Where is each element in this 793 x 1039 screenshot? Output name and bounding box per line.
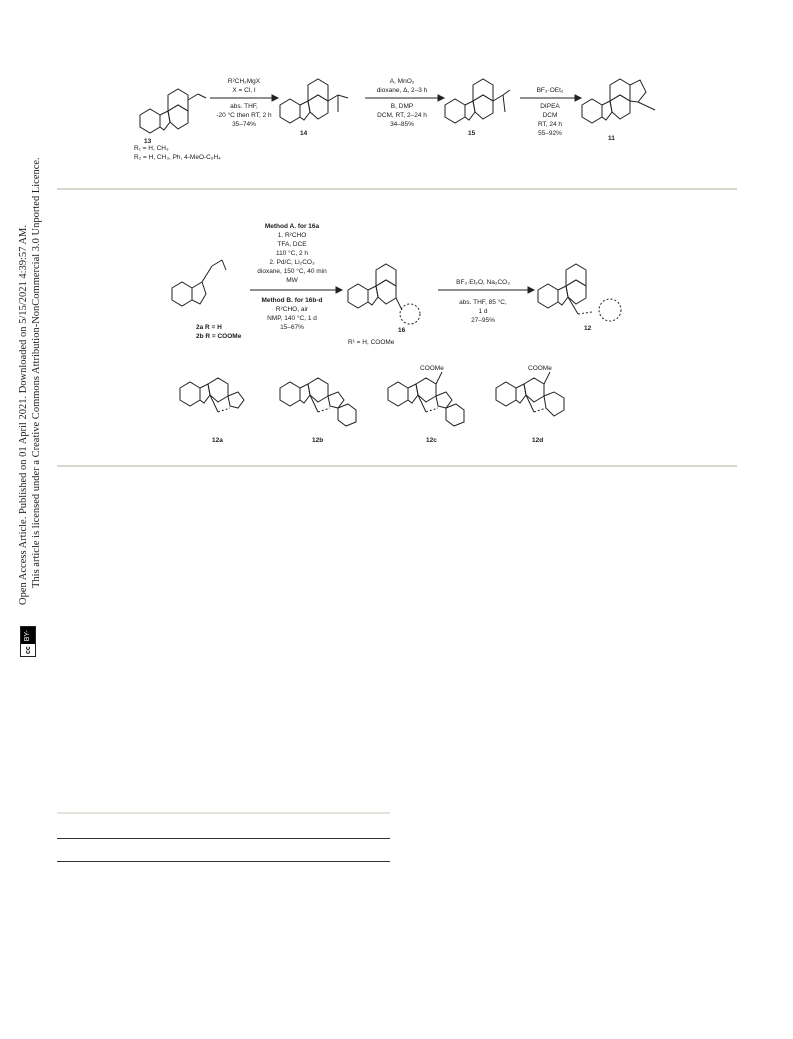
by-nc-label: BY-NC bbox=[21, 627, 35, 644]
cmpd-14: 14 bbox=[300, 130, 308, 137]
method-b-3: 15–67% bbox=[280, 324, 304, 331]
s1-a2-top2: dioxane, Δ, 2–3 h bbox=[376, 87, 428, 94]
label-2a: 2a R = H bbox=[196, 324, 222, 331]
method-b-2: NMP, 140 °C, 1 d bbox=[267, 315, 317, 322]
cmpd-11: 11 bbox=[608, 135, 615, 142]
s1-a2-top1: A, MnO₂ bbox=[389, 78, 415, 85]
license-line[interactable]: This article is licensed under a Creative Commons Attribution-NonCommercial 3.0 Unported Licence. bbox=[31, 157, 42, 588]
prod-12d: 12d bbox=[532, 437, 544, 444]
cmpd-16: 16 bbox=[398, 327, 406, 334]
s1-a3-bot1: DIPEA bbox=[540, 103, 560, 110]
cmpd-12: 12 bbox=[584, 325, 592, 332]
method-a-2: TFA, DCE bbox=[277, 241, 307, 248]
s1-a3-top1: BF₃·OEt₂ bbox=[536, 87, 564, 94]
s1-a1-bot1: abs. THF, bbox=[230, 103, 258, 110]
divider-1 bbox=[57, 188, 737, 190]
label-2b: 2b R = COOMe bbox=[196, 333, 242, 340]
method-a-6: MW bbox=[286, 277, 298, 284]
s2-arrow-b1: abs. THF, 85 °C, bbox=[459, 299, 507, 306]
s2-arrow-top: BF₃·Et₂O, Na₂CO₃ bbox=[456, 279, 510, 286]
published-line: Open Access Article. Published on 01 April 2021. Downloaded on 5/15/2021 4:39:57 AM. bbox=[18, 224, 29, 605]
s1-a3-bot2: DCM bbox=[542, 112, 558, 119]
method-a-1: 1. R²CHO bbox=[277, 232, 307, 239]
method-a-5: dioxane, 150 °C, 40 min bbox=[257, 268, 327, 275]
table-bottom-rule bbox=[57, 861, 390, 862]
method-a-title: Method A. for 16a bbox=[264, 223, 320, 230]
cmpd-15: 15 bbox=[468, 130, 476, 137]
method-b-1: R²CHO, air bbox=[275, 306, 309, 313]
prod-12c: 12c bbox=[426, 437, 437, 444]
s1-a2-bot3: 34–85% bbox=[390, 121, 414, 128]
coome-12d: COOMe bbox=[528, 365, 552, 372]
prod-12a: 12a bbox=[212, 437, 223, 444]
s2-arrow-b2: 1 d bbox=[478, 308, 488, 315]
s2-r1-def: R¹ = H, COOMe bbox=[348, 339, 395, 346]
s1-r2-def: R₂ = H, CH₃, Ph, 4-MeO-C₆H₄ bbox=[134, 154, 221, 161]
scheme-2 bbox=[160, 218, 640, 458]
scheme-1 bbox=[120, 60, 700, 170]
method-a-3: 110 °C, 2 h bbox=[275, 250, 309, 257]
s1-a2-bot2: DCM, RT, 2–24 h bbox=[377, 112, 427, 119]
s1-a1-bot3: 35–74% bbox=[232, 121, 256, 128]
table-top-rule bbox=[57, 812, 390, 814]
s1-a3-bot3: RT, 24 h bbox=[537, 121, 563, 128]
s1-a1-bot2: -20 °C then RT, 2 h bbox=[216, 112, 272, 119]
cc-icon: cc bbox=[24, 646, 32, 654]
coome-12c: COOMe bbox=[420, 365, 444, 372]
s1-a3-bot4: 55–92% bbox=[538, 130, 562, 137]
prod-12b: 12b bbox=[312, 437, 324, 444]
cmpd-13: 13 bbox=[144, 138, 152, 145]
divider-2 bbox=[57, 465, 737, 467]
s1-a1-top2: X = Cl, I bbox=[232, 87, 256, 94]
table-header-rule bbox=[57, 838, 390, 839]
s1-a2-bot1: B, DMP bbox=[390, 103, 414, 110]
s2-arrow-b3: 27–95% bbox=[471, 317, 495, 324]
license-sidebar bbox=[0, 0, 50, 680]
method-a-4: 2. Pd/C, Li₂CO₃ bbox=[269, 259, 315, 266]
cc-by-nc-badge[interactable] bbox=[20, 626, 45, 657]
s1-r1-def: R₁ = H, CH₃ bbox=[134, 145, 169, 152]
s1-a1-top1: R²CH₂MgX bbox=[227, 78, 261, 85]
method-b-title: Method B. for 16b-d bbox=[261, 297, 323, 304]
